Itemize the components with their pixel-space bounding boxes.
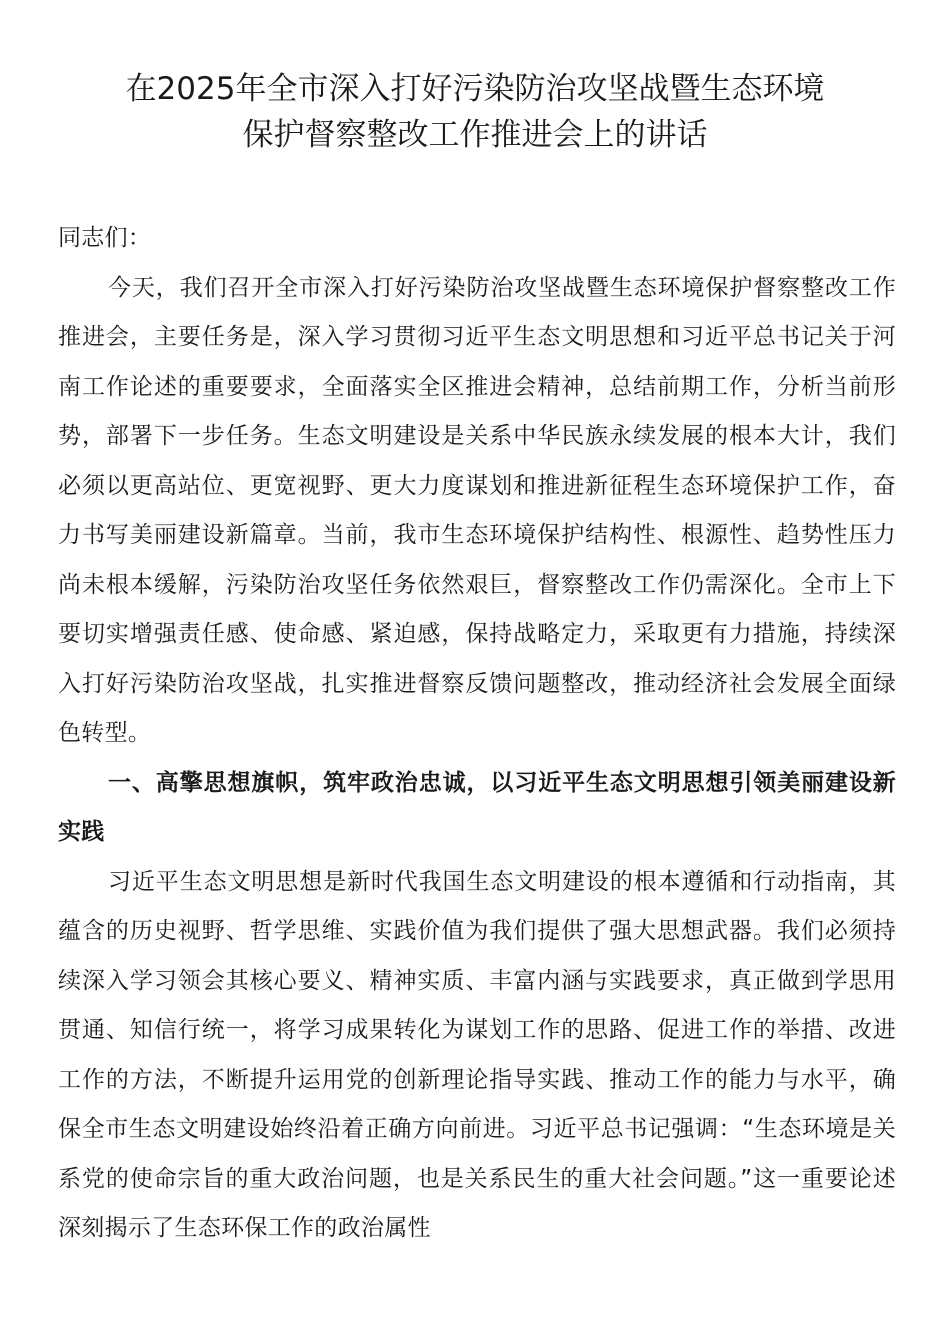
intro-paragraph: 今天，我们召开全市深入打好污染防治攻坚战暨生态环境保护督察整改工作推进会，主要任务是，深入学习贯彻习近平生态文明思想和习近平总书记关于河南工作论述的重要要求，全面落实全区推进会精神，总结前期工作，分析当前形势，部署下一步任务。生态文明建设是关系中华民族永续发展的根本大计，我们必须以更高站位、更宽视野、更大力度谋划和推进新征程生态环境保护工作，奋力书写美丽建设新篇章。当前，我市生态环境保护结构性、根源性、趋势性压力尚未根本缓解，污染防治攻坚任务依然艰巨，督察整改工作仍需深化。全市上下要切实增强责任感、使命感、紧迫感，保持战略定力，采取更有力措施，持续深入打好污染防治攻坚战，扎实推进督察反馈问题整改，推动经济社会发展全面绿色转型。 <box>58 274 896 746</box>
title-line-2: 保护督察整改工作推进会上的讲话 <box>242 117 708 153</box>
section-paragraph: 习近平生态文明思想是新时代我国生态文明建设的根本遵循和行动指南，其蕴含的历史视野、哲学思维、实践价值为我们提供了强大思想武器。我们必须持续深入学习领会其核心要义、精神实质、丰富内涵与实践要求，真正做到学思用贯通、知信行统一，将学习成果转化为谋划工作的思路、促进工作的举措、改进工作的方法，不断提升运用党的创新理论指导实践、推动工作的能力与水平，确保全市生态文明建设始终沿着正确方向前进。习近平总书记强调：“生态环境是关系党的使命宗旨的重大政治问题，也是关系民生的重大社会问题。”这一重要论述深刻揭示了生态环保工作的政治属性 <box>58 868 896 1241</box>
section-heading: 一、高擎思想旗帜，筑牢政治忠诚，以习近平生态文明思想引领美丽建设新实践 <box>58 769 896 845</box>
title-line-1: 在2025年全市深入打好污染防治攻坚战暨生态环境 <box>125 71 825 107</box>
document-title <box>40 66 910 158</box>
salutation: 同志们： <box>58 225 152 251</box>
document-body <box>58 214 896 1254</box>
